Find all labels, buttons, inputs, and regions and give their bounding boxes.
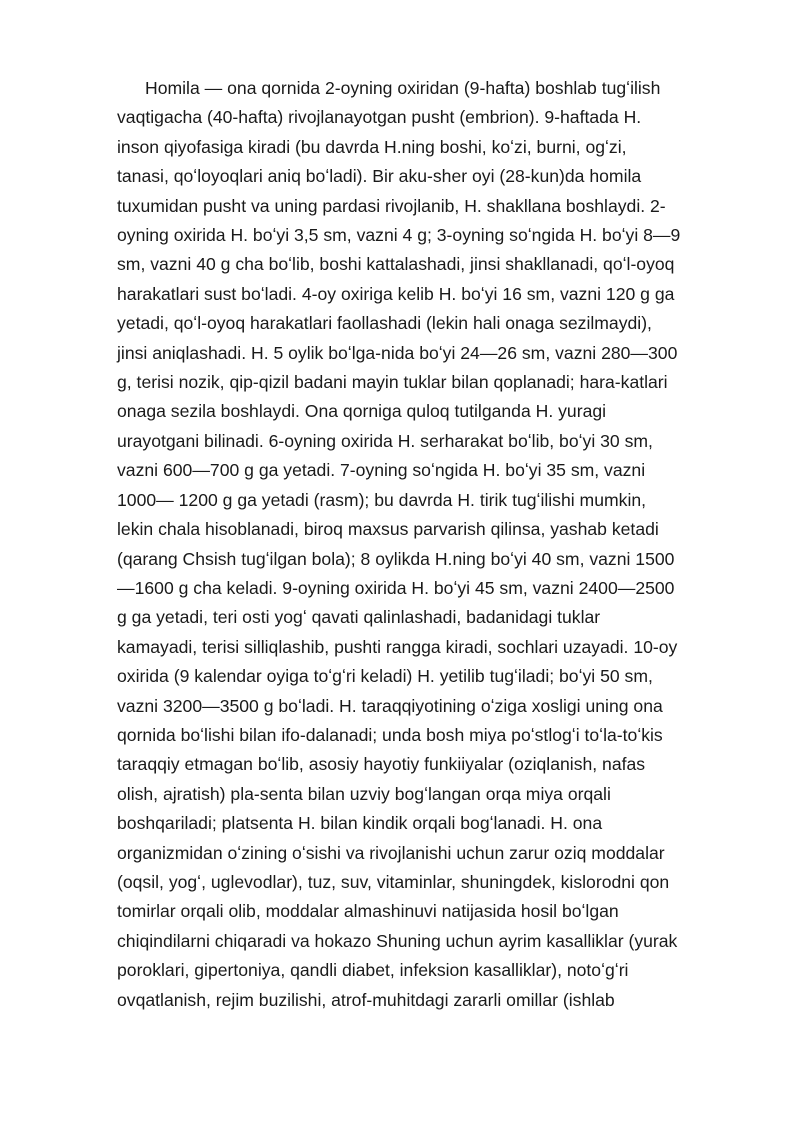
paragraph-line: vazni 3200—3500 g boʻladi. H. taraqqiyotining oʻziga xosligi uning ona [117, 695, 663, 716]
paragraph-line: (qarang Chsish tugʻilgan bola); 8 oylikda H.ning boʻyi 40 sm, vazni 1500 [117, 548, 675, 569]
paragraph-line: ovqatlanish, rejim buzilishi, atrof-muhitdagi zararli omillar (ishlab [117, 989, 615, 1010]
paragraph-line: yetadi, qoʻl-oyoq harakatlari faollashadi (lekin hali onaga sezilmaydi), [117, 313, 652, 334]
paragraph-line: poroklari, gipertoniya, qandli diabet, infeksion kasalliklar), notoʻgʻri [117, 960, 629, 981]
paragraph-line: jinsi aniqlashadi. H. 5 oylik boʻlga-nida boʻyi 24—26 sm, vazni 280—300 [117, 342, 678, 363]
paragraph-line: g, terisi nozik, qip-qizil badani mayin tuklar bilan qoplanadi; hara-katlari [117, 372, 668, 393]
paragraph-line: tuxumidan pusht va uning pardasi rivojlanib, H. shakllana boshlaydi. 2- [117, 195, 666, 216]
paragraph-line: organizmidan oʻzining oʻsishi va rivojlanishi uchun zarur oziq moddalar [117, 842, 665, 863]
paragraph-line: chiqindilarni chiqaradi va hokazo Shuning uchun ayrim kasalliklar (yurak [117, 930, 678, 951]
paragraph-line: kamayadi, terisi silliqlashib, pushti rangga kiradi, sochlari uzayadi. 10-oy [117, 636, 678, 657]
paragraph-line: inson qiyofasiga kiradi (bu davrda H.ning boshi, koʻzi, burni, ogʻzi, [117, 136, 627, 157]
paragraph-line: vazni 600—700 g ga yetadi. 7-oyning soʻngida H. boʻyi 35 sm, vazni [117, 460, 646, 481]
paragraph-line: taraqqiy etmagan boʻlib, asosiy hayotiy funkiiyalar (oziqlanish, nafas [117, 754, 646, 775]
paragraph-line: Homila — ona qornida 2-oyning oxiridan (9-hafta) boshlab tugʻilish [145, 78, 661, 98]
paragraph-line: olish, ajratish) pla-senta bilan uzviy bogʻlangan orqa miya orqali [117, 783, 611, 804]
paragraph-line: g ga yetadi, teri osti yogʻ qavati qalinlashadi, badanidagi tuklar [117, 607, 601, 628]
paragraph-line: onaga sezila boshlaydi. Ona qorniga quloq tutilganda H. yuragi [117, 401, 607, 422]
paragraph-line: tanasi, qoʻloyoqlari aniq boʻladi). Bir aku-sher oyi (28-kun)da homila [117, 166, 642, 187]
paragraph-line: sm, vazni 40 g cha boʻlib, boshi kattalashadi, jinsi shakllanadi, qoʻl-oyoq [117, 254, 675, 275]
paragraph-line: harakatlari sust boʻladi. 4-oy oxiriga kelib H. boʻyi 16 sm, vazni 120 g ga [117, 283, 675, 304]
paragraph-line: vaqtigacha (40-hafta) rivojlanayotgan pusht (embrion). 9-haftada H. [117, 107, 642, 128]
paragraph-line: urayotgani bilinadi. 6-oyning oxirida H. serharakat boʻlib, boʻyi 30 sm, [117, 430, 653, 451]
paragraph-line: oxirida (9 kalendar oyiga toʻgʻri keladi) H. yetilib tugʻiladi; boʻyi 50 sm, [117, 666, 653, 687]
paragraph-line: (oqsil, yogʻ, uglevodlar), tuz, suv, vitaminlar, shuningdek, kislorodni qon [117, 871, 670, 892]
body-paragraph [117, 74, 757, 1015]
paragraph-line: boshqariladi; platsenta H. bilan kindik orqali bogʻlanadi. H. ona [117, 813, 603, 834]
paragraph-line: qornida boʻlishi bilan ifo-dalanadi; unda bosh miya poʻstlogʻi toʻla-toʻkis [117, 724, 663, 745]
paragraph-line: oyning oxirida H. boʻyi 3,5 sm, vazni 4 g; 3-oyning soʻngida H. boʻyi 8—9 [117, 225, 681, 246]
paragraph-line: tomirlar orqali olib, moddalar almashinuvi natijasida hosil boʻlgan [117, 901, 619, 922]
paragraph-line: lekin chala hisoblanadi, biroq maxsus parvarish qilinsa, yashab ketadi [117, 519, 659, 540]
paragraph-line: 1000— 1200 g ga yetadi (rasm); bu davrda H. tirik tugʻilishi mumkin, [117, 489, 647, 510]
paragraph-line: —1600 g cha keladi. 9-oyning oxirida H. boʻyi 45 sm, vazni 2400—2500 [117, 577, 675, 598]
